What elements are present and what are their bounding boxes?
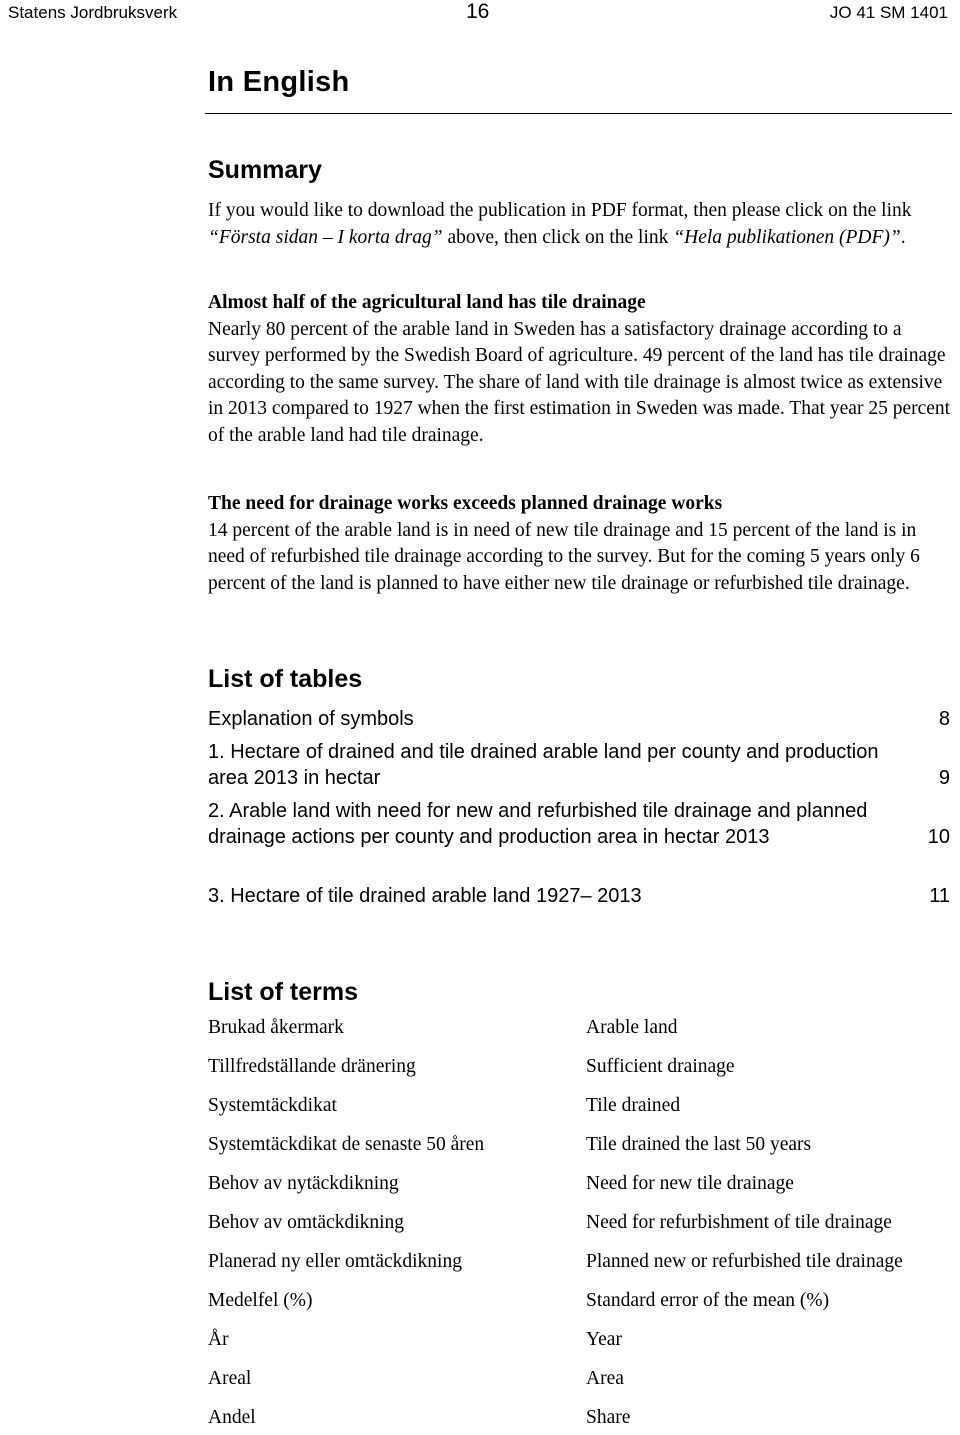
term-row xyxy=(208,1095,960,1123)
section-text-drainage-need: 14 percent of the arable land is in need of new tile drainage and 15 percent of the land is in need of refurbished tile drainage according to the survey. But for the coming 5 years only 6 percent of the land is planned to have either new tile drainage or refurbished tile drainage. xyxy=(208,519,920,594)
term-swedish: Medelfel (%) xyxy=(208,1290,313,1311)
publisher-name: Statens Jordbruksverk xyxy=(8,3,178,22)
term-row xyxy=(208,1134,960,1162)
term-row xyxy=(208,1329,960,1357)
tables-heading: List of tables xyxy=(208,665,363,693)
full-publication-link[interactable]: “Hela publikationen (PDF)” xyxy=(673,226,901,248)
term-english: Share xyxy=(586,1407,631,1428)
toc-title: 3. Hectare of tile drained arable land 1927– 2013 xyxy=(208,885,642,907)
term-english: Arable land xyxy=(586,1017,678,1038)
term-english: Sufficient drainage xyxy=(586,1056,735,1077)
toc-page-number: 8 xyxy=(938,708,950,730)
term-swedish: Brukad åkermark xyxy=(208,1017,344,1038)
term-row xyxy=(208,1056,960,1084)
terms-heading: List of terms xyxy=(208,978,359,1006)
term-english: Year xyxy=(586,1329,622,1350)
summary-heading: Summary xyxy=(208,156,322,184)
term-english: Tile drained xyxy=(586,1095,681,1116)
term-english: Standard error of the mean (%) xyxy=(586,1290,830,1311)
toc-item[interactable] xyxy=(208,798,950,850)
term-swedish: Andel xyxy=(208,1407,256,1428)
toc-item[interactable] xyxy=(208,883,950,909)
term-english: Need for refurbishment of tile drainage xyxy=(586,1212,892,1233)
intro-text-middle: above, then click on the link xyxy=(442,226,674,248)
term-english: Need for new tile drainage xyxy=(586,1173,794,1194)
section-title-tile-drainage: Almost half of the agricultural land has tile drainage xyxy=(208,292,646,313)
intro-text-end: . xyxy=(900,226,906,248)
page-number: 16 xyxy=(466,0,490,23)
term-swedish: Systemtäckdikat xyxy=(208,1095,337,1116)
heading-rule xyxy=(205,113,952,114)
term-row xyxy=(208,1212,960,1240)
term-row xyxy=(208,1173,960,1201)
term-swedish: Planerad ny eller omtäckdikning xyxy=(208,1251,462,1272)
term-row xyxy=(208,1368,960,1396)
term-english: Area xyxy=(586,1368,624,1389)
term-row xyxy=(208,1017,960,1045)
term-row xyxy=(208,1407,960,1435)
term-swedish: Tillfredställande dränering xyxy=(208,1056,416,1077)
term-row xyxy=(208,1251,960,1279)
summary-section-drainage-need xyxy=(208,491,953,597)
toc-item[interactable] xyxy=(208,739,950,791)
term-row xyxy=(208,1290,960,1318)
term-swedish: Areal xyxy=(208,1368,252,1389)
toc-item[interactable] xyxy=(208,706,950,732)
term-english: Tile drained the last 50 years xyxy=(586,1134,812,1155)
toc-page-number: 9 xyxy=(938,767,950,789)
term-swedish: År xyxy=(208,1329,229,1350)
toc-page-number: 11 xyxy=(929,885,950,907)
section-text-tile-drainage: Nearly 80 percent of the arable land in Sweden has a satisfactory drainage according to a survey performed by the Swedish Board of agriculture. 49 percent of the land has tile drainage according to the same survey. The share of land with tile drainage is almost twice as extensive in 2013 compared to 1927 when the first estimation in Sweden was made. That year 25 percent of the arable land had tile drainage. xyxy=(208,318,951,446)
term-swedish: Behov av nytäckdikning xyxy=(208,1173,399,1194)
main-heading: In English xyxy=(208,66,350,98)
toc-title: Explanation of symbols xyxy=(208,708,414,730)
toc-title: 2. Arable land with need for new and refurbished tile drainage and planned drainage actions per county and production area in hectar 2013 xyxy=(208,800,868,848)
section-title-drainage-need: The need for drainage works exceeds planned drainage works xyxy=(208,493,723,514)
summary-section-tile-drainage xyxy=(208,290,953,449)
first-page-link[interactable]: “Första sidan – I korta drag” xyxy=(208,226,443,248)
toc-page-number: 10 xyxy=(927,826,950,848)
toc-title: 1. Hectare of drained and tile drained arable land per county and production area 2013 in hectar xyxy=(208,741,879,789)
intro-text-start: If you would like to download the publication in PDF format, then please click on the link xyxy=(208,200,912,221)
term-swedish: Systemtäckdikat de senaste 50 åren xyxy=(208,1134,485,1155)
summary-intro xyxy=(208,198,953,251)
page-header xyxy=(0,0,960,26)
term-swedish: Behov av omtäckdikning xyxy=(208,1212,405,1233)
term-english: Planned new or refurbished tile drainage xyxy=(586,1251,903,1272)
report-code: JO 41 SM 1401 xyxy=(829,3,948,22)
